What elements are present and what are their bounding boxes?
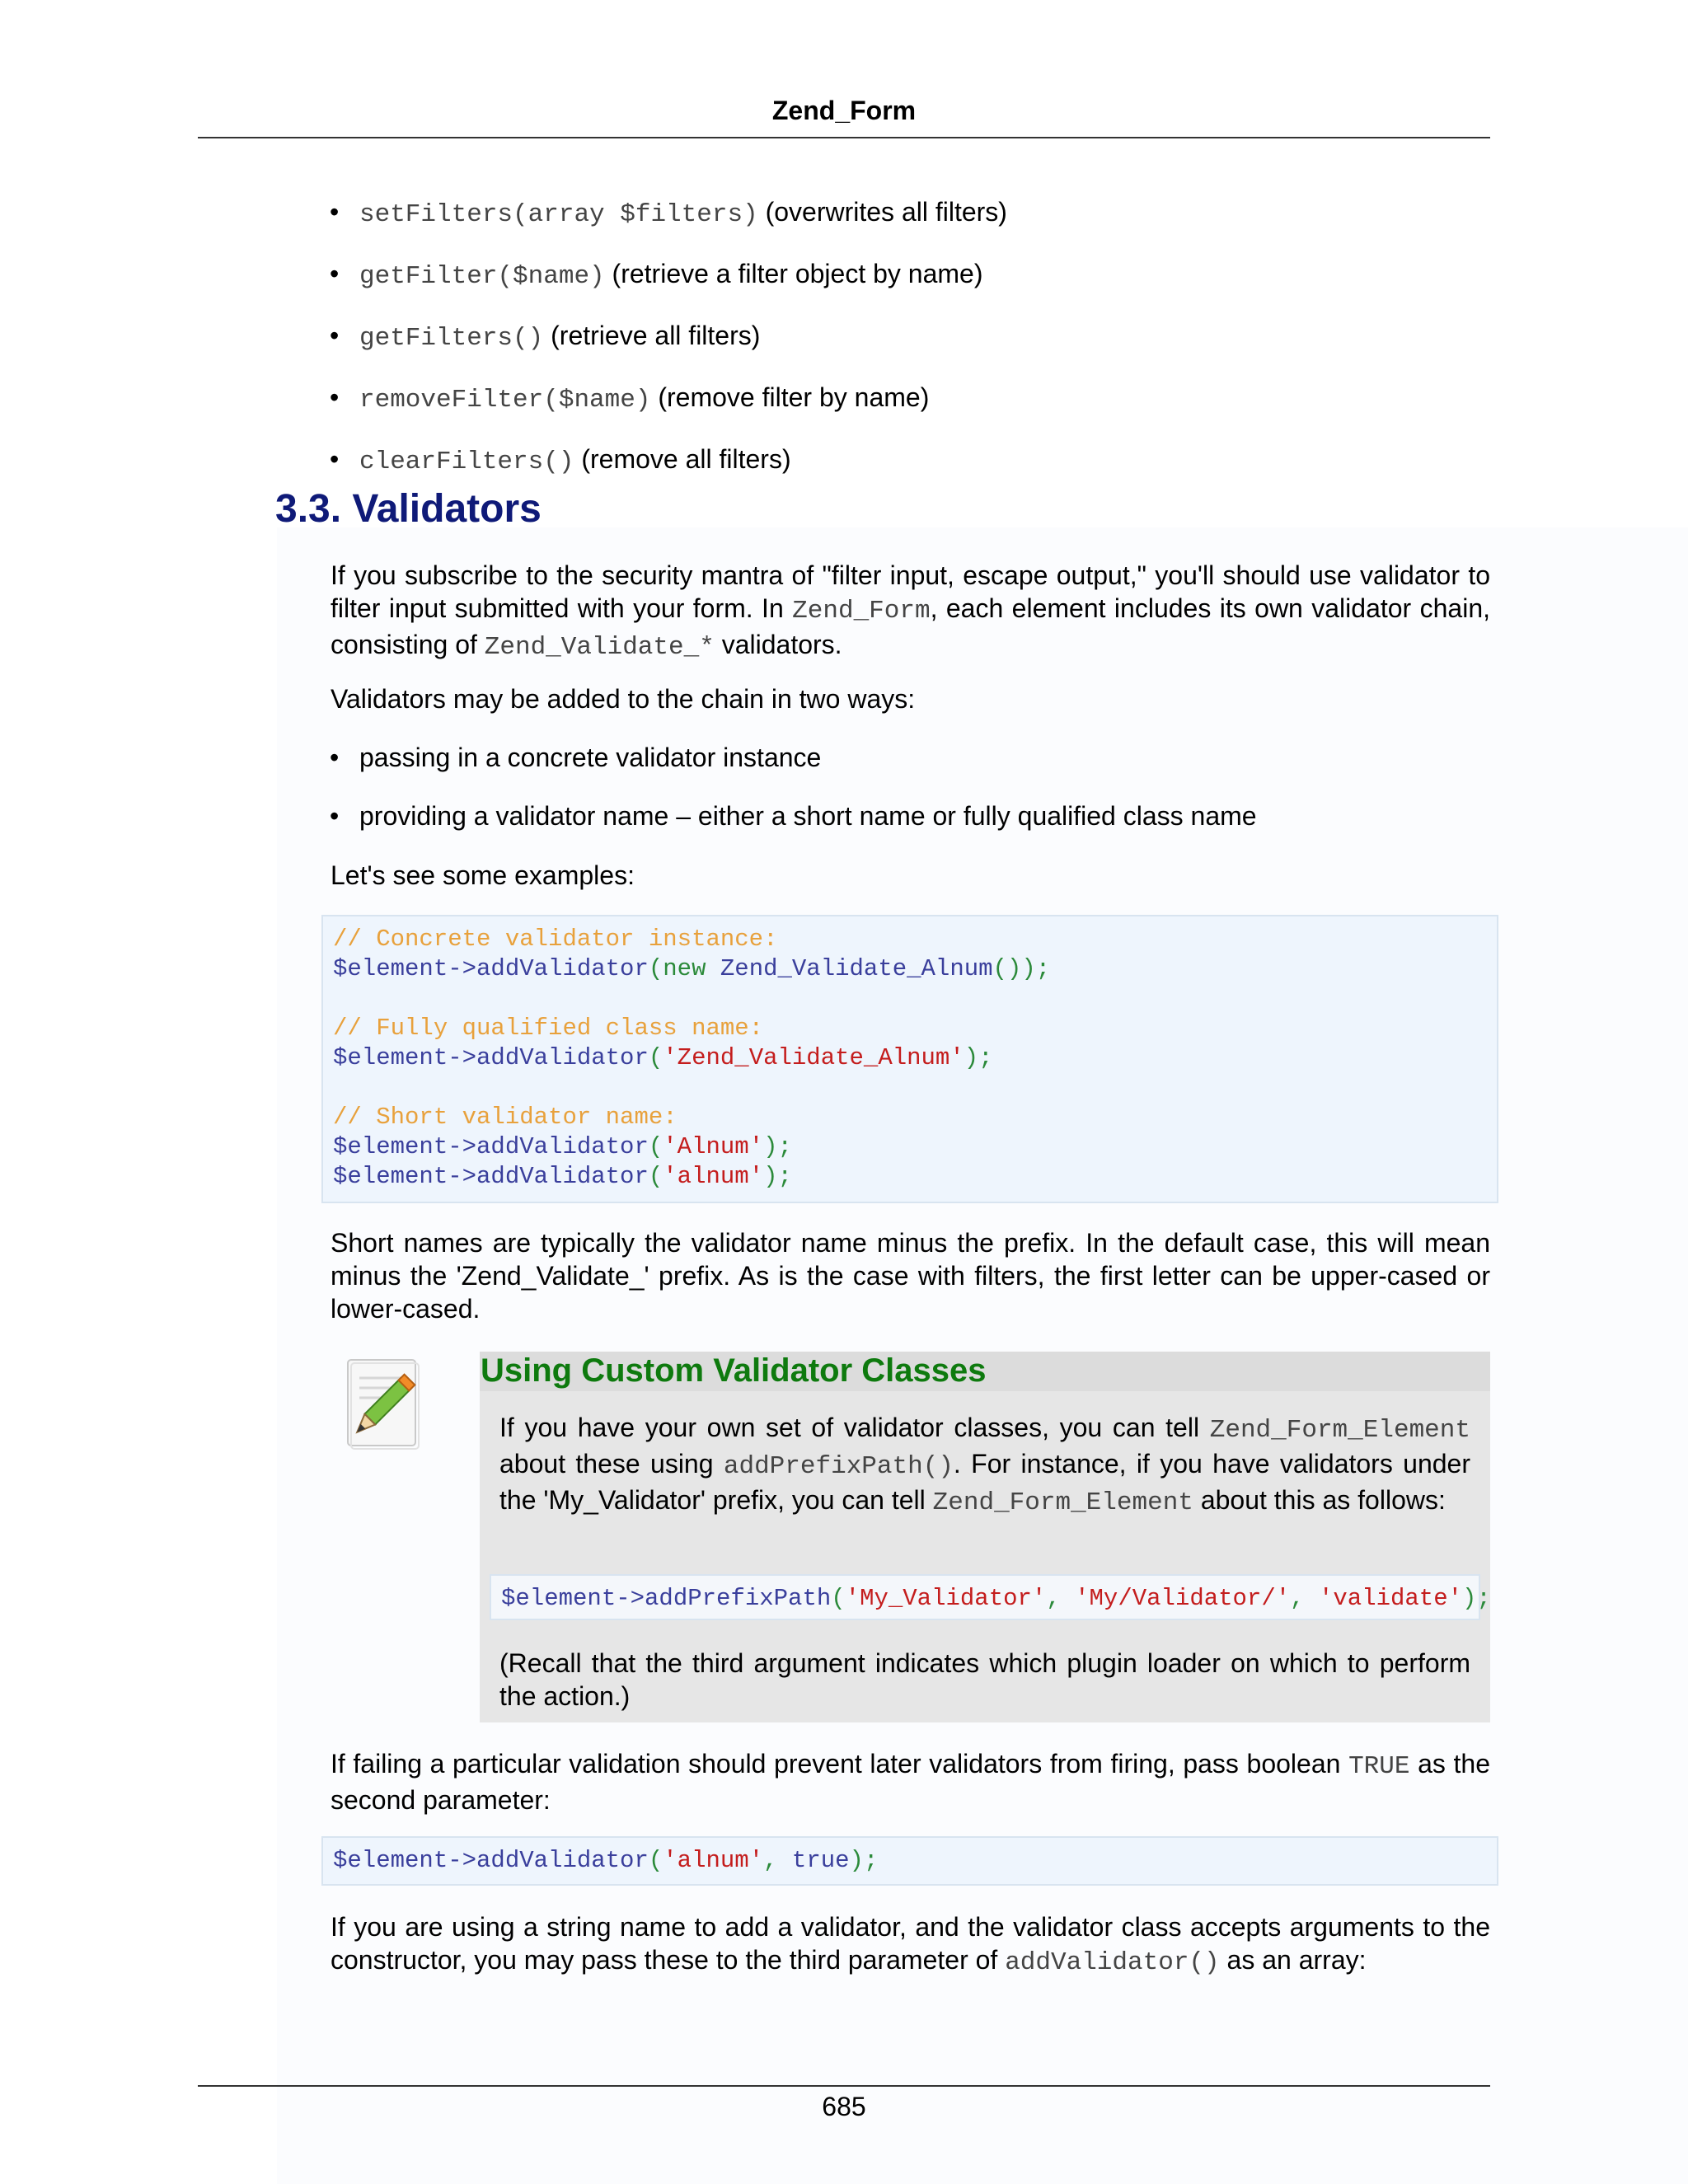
note-text: about these using xyxy=(499,1449,724,1479)
body-text: If you are using a string name to add a validator, and the validator class accepts arguments to the constructor, you may pass these to the third parameter of xyxy=(331,1912,1490,1975)
note-header xyxy=(480,1352,1490,1391)
list-item xyxy=(328,258,1490,293)
code-token: $element->addPrefixPath xyxy=(501,1585,832,1612)
inline-code: Zend_Form_Element xyxy=(932,1488,1193,1517)
list-item xyxy=(328,320,1490,354)
note-pencil-icon-graphic xyxy=(336,1357,427,1454)
code-string: 'My/Validator/' xyxy=(1075,1585,1291,1612)
code-example-block xyxy=(321,915,1498,1203)
code-string: 'Zend_Validate_Alnum' xyxy=(663,1044,964,1071)
code-string: 'Alnum' xyxy=(663,1133,764,1160)
code-token: , xyxy=(1290,1585,1319,1612)
method-code: getFilter($name) xyxy=(359,262,605,291)
code-token: $element->addValidator xyxy=(333,1847,649,1874)
running-header-title: Zend_Form xyxy=(771,96,917,125)
method-desc: (retrieve all filters) xyxy=(551,321,761,350)
intro-text: validators. xyxy=(714,630,842,659)
intro-text: If you subscribe to the security mantra of "filter input, escape output," you'll should use validator to filter input submitted with your form. In xyxy=(331,560,1490,623)
note-code-block xyxy=(490,1574,1491,1620)
inline-code: addPrefixPath() xyxy=(723,1452,954,1481)
code-token: , xyxy=(763,1847,792,1874)
code-token: ( xyxy=(648,1133,663,1160)
inline-code: Zend_Form xyxy=(792,597,931,626)
code-token: ); xyxy=(964,1044,993,1071)
code-token: ); xyxy=(763,1163,792,1190)
code-token: (new xyxy=(648,955,720,982)
code-token: ( xyxy=(831,1585,846,1612)
list-item: • providing a validator name – either a short name or fully qualified class name xyxy=(328,800,1490,832)
note-text: . For instance, if you have validators under the 'My_Validator' prefix, you can tell xyxy=(499,1449,1471,1515)
code-token: ); xyxy=(1462,1585,1491,1612)
inline-code: addValidator() xyxy=(1005,1948,1220,1977)
list-item xyxy=(328,443,1490,478)
code-comment: // Short validator name: xyxy=(333,1104,678,1131)
intro-paragraph xyxy=(331,559,1490,664)
method-desc: (remove all filters) xyxy=(581,444,791,474)
inline-code: Zend_Validate_* xyxy=(484,633,715,662)
code-token: $element->addValidator xyxy=(333,1133,649,1160)
note-text: about this as follows: xyxy=(1193,1485,1446,1515)
code-token: ( xyxy=(648,1044,663,1071)
method-code: clearFilters() xyxy=(359,448,574,476)
method-code: setFilters(array $filters) xyxy=(359,200,758,229)
note-text: If you have your own set of validator classes, you can tell xyxy=(499,1413,1210,1442)
note-title: Using Custom Validator Classes xyxy=(481,1352,987,1389)
ways-list xyxy=(328,742,1490,859)
ways-intro: Validators may be added to the chain in two ways: xyxy=(331,684,916,714)
page-number: 685 xyxy=(822,2092,866,2121)
body-text: as the second parameter: xyxy=(331,1749,1491,1815)
inline-code: TRUE xyxy=(1348,1752,1410,1781)
short-names-paragraph: Short names are typically the validator name minus the prefix. In the default case, this will mean minus the 'Zend_Validate_' prefix. As is the case with filters, the first letter can be upper-cased or lower-cased. xyxy=(331,1228,1490,1324)
note-pencil-icon xyxy=(336,1357,427,1454)
code-token: ()); xyxy=(992,955,1051,982)
note-box xyxy=(480,1352,1490,1722)
header-rule xyxy=(198,137,1490,138)
method-desc: (overwrites all filters) xyxy=(765,197,1007,227)
examples-intro: Let's see some examples: xyxy=(331,860,635,890)
code-token: , xyxy=(1046,1585,1076,1612)
footer-rule xyxy=(198,2085,1490,2087)
method-code: getFilters() xyxy=(359,324,544,353)
note-paragraph: (Recall that the third argument indicates which plugin loader on which to perform the action.) xyxy=(499,1648,1470,1711)
code-string: 'alnum' xyxy=(663,1163,764,1190)
code-token: $element->addValidator xyxy=(333,1044,649,1071)
code-token: ( xyxy=(648,1163,663,1190)
list-item xyxy=(328,382,1490,416)
code-token: Zend_Validate_Alnum xyxy=(720,955,993,982)
code-token: ); xyxy=(849,1847,879,1874)
body-text: If failing a particular validation should prevent later validators from firing, pass boolean xyxy=(331,1749,1349,1779)
list-item: • passing in a concrete validator instance xyxy=(328,742,1490,773)
args-paragraph xyxy=(331,1910,1490,1980)
code-string: 'My_Validator' xyxy=(845,1585,1047,1612)
code-token: ( xyxy=(648,1847,663,1874)
code-token: ); xyxy=(763,1133,792,1160)
code-break-chain-block xyxy=(321,1836,1498,1886)
method-desc: (remove filter by name) xyxy=(658,382,930,412)
code-comment: // Concrete validator instance: xyxy=(333,926,778,953)
method-desc: (retrieve a filter object by name) xyxy=(612,259,983,288)
code-string: 'alnum' xyxy=(663,1847,764,1874)
code-comment: // Fully qualified class name: xyxy=(333,1015,764,1042)
code-token: $element->addValidator xyxy=(333,955,649,982)
method-code: removeFilter($name) xyxy=(359,386,651,415)
section-heading: 3.3. Validators xyxy=(275,487,542,531)
code-token: $element->addValidator xyxy=(333,1163,649,1190)
code-string: 'validate' xyxy=(1318,1585,1463,1612)
code-keyword: true xyxy=(791,1847,850,1874)
body-text: as an array: xyxy=(1219,1945,1367,1975)
note-paragraph xyxy=(499,1411,1470,1520)
list-item xyxy=(328,196,1490,231)
inline-code: Zend_Form_Element xyxy=(1209,1416,1470,1445)
intro-text: , each element includes its own validator chain, consisting of xyxy=(331,593,1491,659)
break-chain-paragraph xyxy=(331,1747,1490,1816)
filter-methods-list xyxy=(328,196,1490,505)
